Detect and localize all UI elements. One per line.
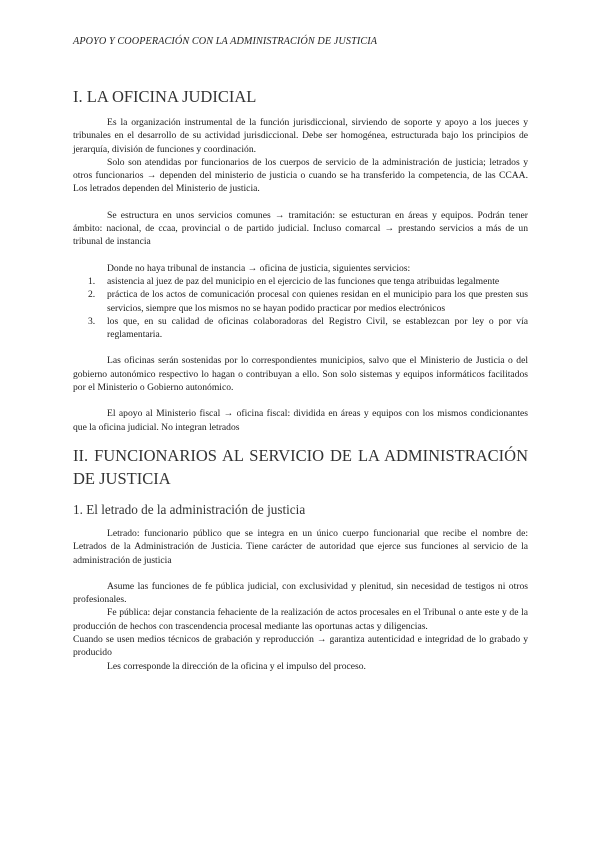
paragraph: Es la organización instrumental de la función jurisdiccional, sirviendo de soporte y apoyo a los jueces y tribunales en el desarrollo de su actividad jurisdiccional. Debe ser homogénea, estructurada bajo los principios de jerarquía, división de funciones y coordinación. [73, 117, 528, 155]
list-number: 1. [88, 275, 96, 287]
section-title-funcionarios: II. FUNCIONARIOS AL SERVICIO DE LA ADMINISTRACIÓN DE JUSTICIA [73, 445, 528, 488]
paragraph: Donde no haya tribunal de instancia → oficina de justicia, siguientes servicios: [107, 262, 411, 274]
paragraph: Se estructura en unos servicios comunes → tramitación: se estucturan en áreas y equipos. Podrán tener ámbito: nacional, de ccaa, provincial o de partido judicial. Incluso comarcal → prestando servicios a más de un tribunal de instancia [73, 209, 528, 248]
paragraph: El apoyo al Ministerio fiscal → oficina fiscal: dividida en áreas y equipos con los mismos condicionantes que la oficina judicial. No integran letrados [73, 408, 528, 433]
paragraph: Las oficinas serán sostenidas por lo correspondientes municipios, salvo que el Ministerio de Justicia o del gobierno autonómico respectivo lo hagan o contribuyan a ello. Son solo sistemas y equipos informáticos facilitados por el Ministerio o Gobierno autonómico. [73, 355, 528, 394]
services-list [73, 275, 528, 341]
running-header: APOYO Y COOPERACIÓN CON LA ADMINISTRACIÓN DE JUSTICIA [73, 36, 378, 47]
list-item [73, 275, 528, 288]
paragraph: Les corresponde la dirección de la oficina y el impulso del proceso. [107, 660, 366, 672]
paragraph: Solo son atendidas por funcionarios de los cuerpos de servicio de la administración de justicia; letrados y otros funcionarios → dependen del ministerio de justicia o cuando se ha transferido la competencia, de las CCAA. Los letrados dependen del Ministerio de justicia. [73, 156, 528, 195]
list-number: 3. [88, 315, 96, 327]
list-item [73, 288, 528, 315]
paragraph: Fe pública: dejar constancia fehaciente de la realización de actos procesales en el Tribunal o ante este y de la producción de hechos con trascendencia procesal mediante las oportunas actas y diligencias. [73, 607, 528, 632]
subsection-title-letrado: 1. El letrado de la administración de justicia [73, 501, 306, 517]
paragraph: Asume las funciones de fe pública judicial, con exclusividad y plenitud, sin necesidad de testigos ni otros profesionales. [73, 580, 528, 606]
list-item-text: asistencia al juez de paz del municipio en el ejercicio de las funciones que tenga atribuidas legalmente [107, 275, 500, 287]
list-number: 2. [88, 289, 96, 301]
list-item-text: práctica de los actos de comunicación procesal con quienes residan en el municipio para los que presten sus servicios, siempre que los mismos no se hayan podido practicar por medios electrónicos [107, 289, 528, 314]
paragraph: Letrado: funcionario público que se integra en un único cuerpo funcionarial que recibe el nombre de: Letrados de la Administración de Justicia. Tiene carácter de autoridad que ejerce sus funciones al servicio de la administración de justicia [73, 527, 528, 566]
list-item-text: los que, en su calidad de oficinas colaboradoras del Registro Civil, se establezcan por ley o por vía reglamentaria. [107, 315, 528, 341]
section-title-oficina-judicial: I. LA OFICINA JUDICIAL [73, 87, 257, 106]
paragraph: Cuando se usen medios técnicos de grabación y reproducción → garantiza autenticidad e integridad de lo grabado y producido [73, 634, 528, 659]
list-item [73, 315, 528, 342]
